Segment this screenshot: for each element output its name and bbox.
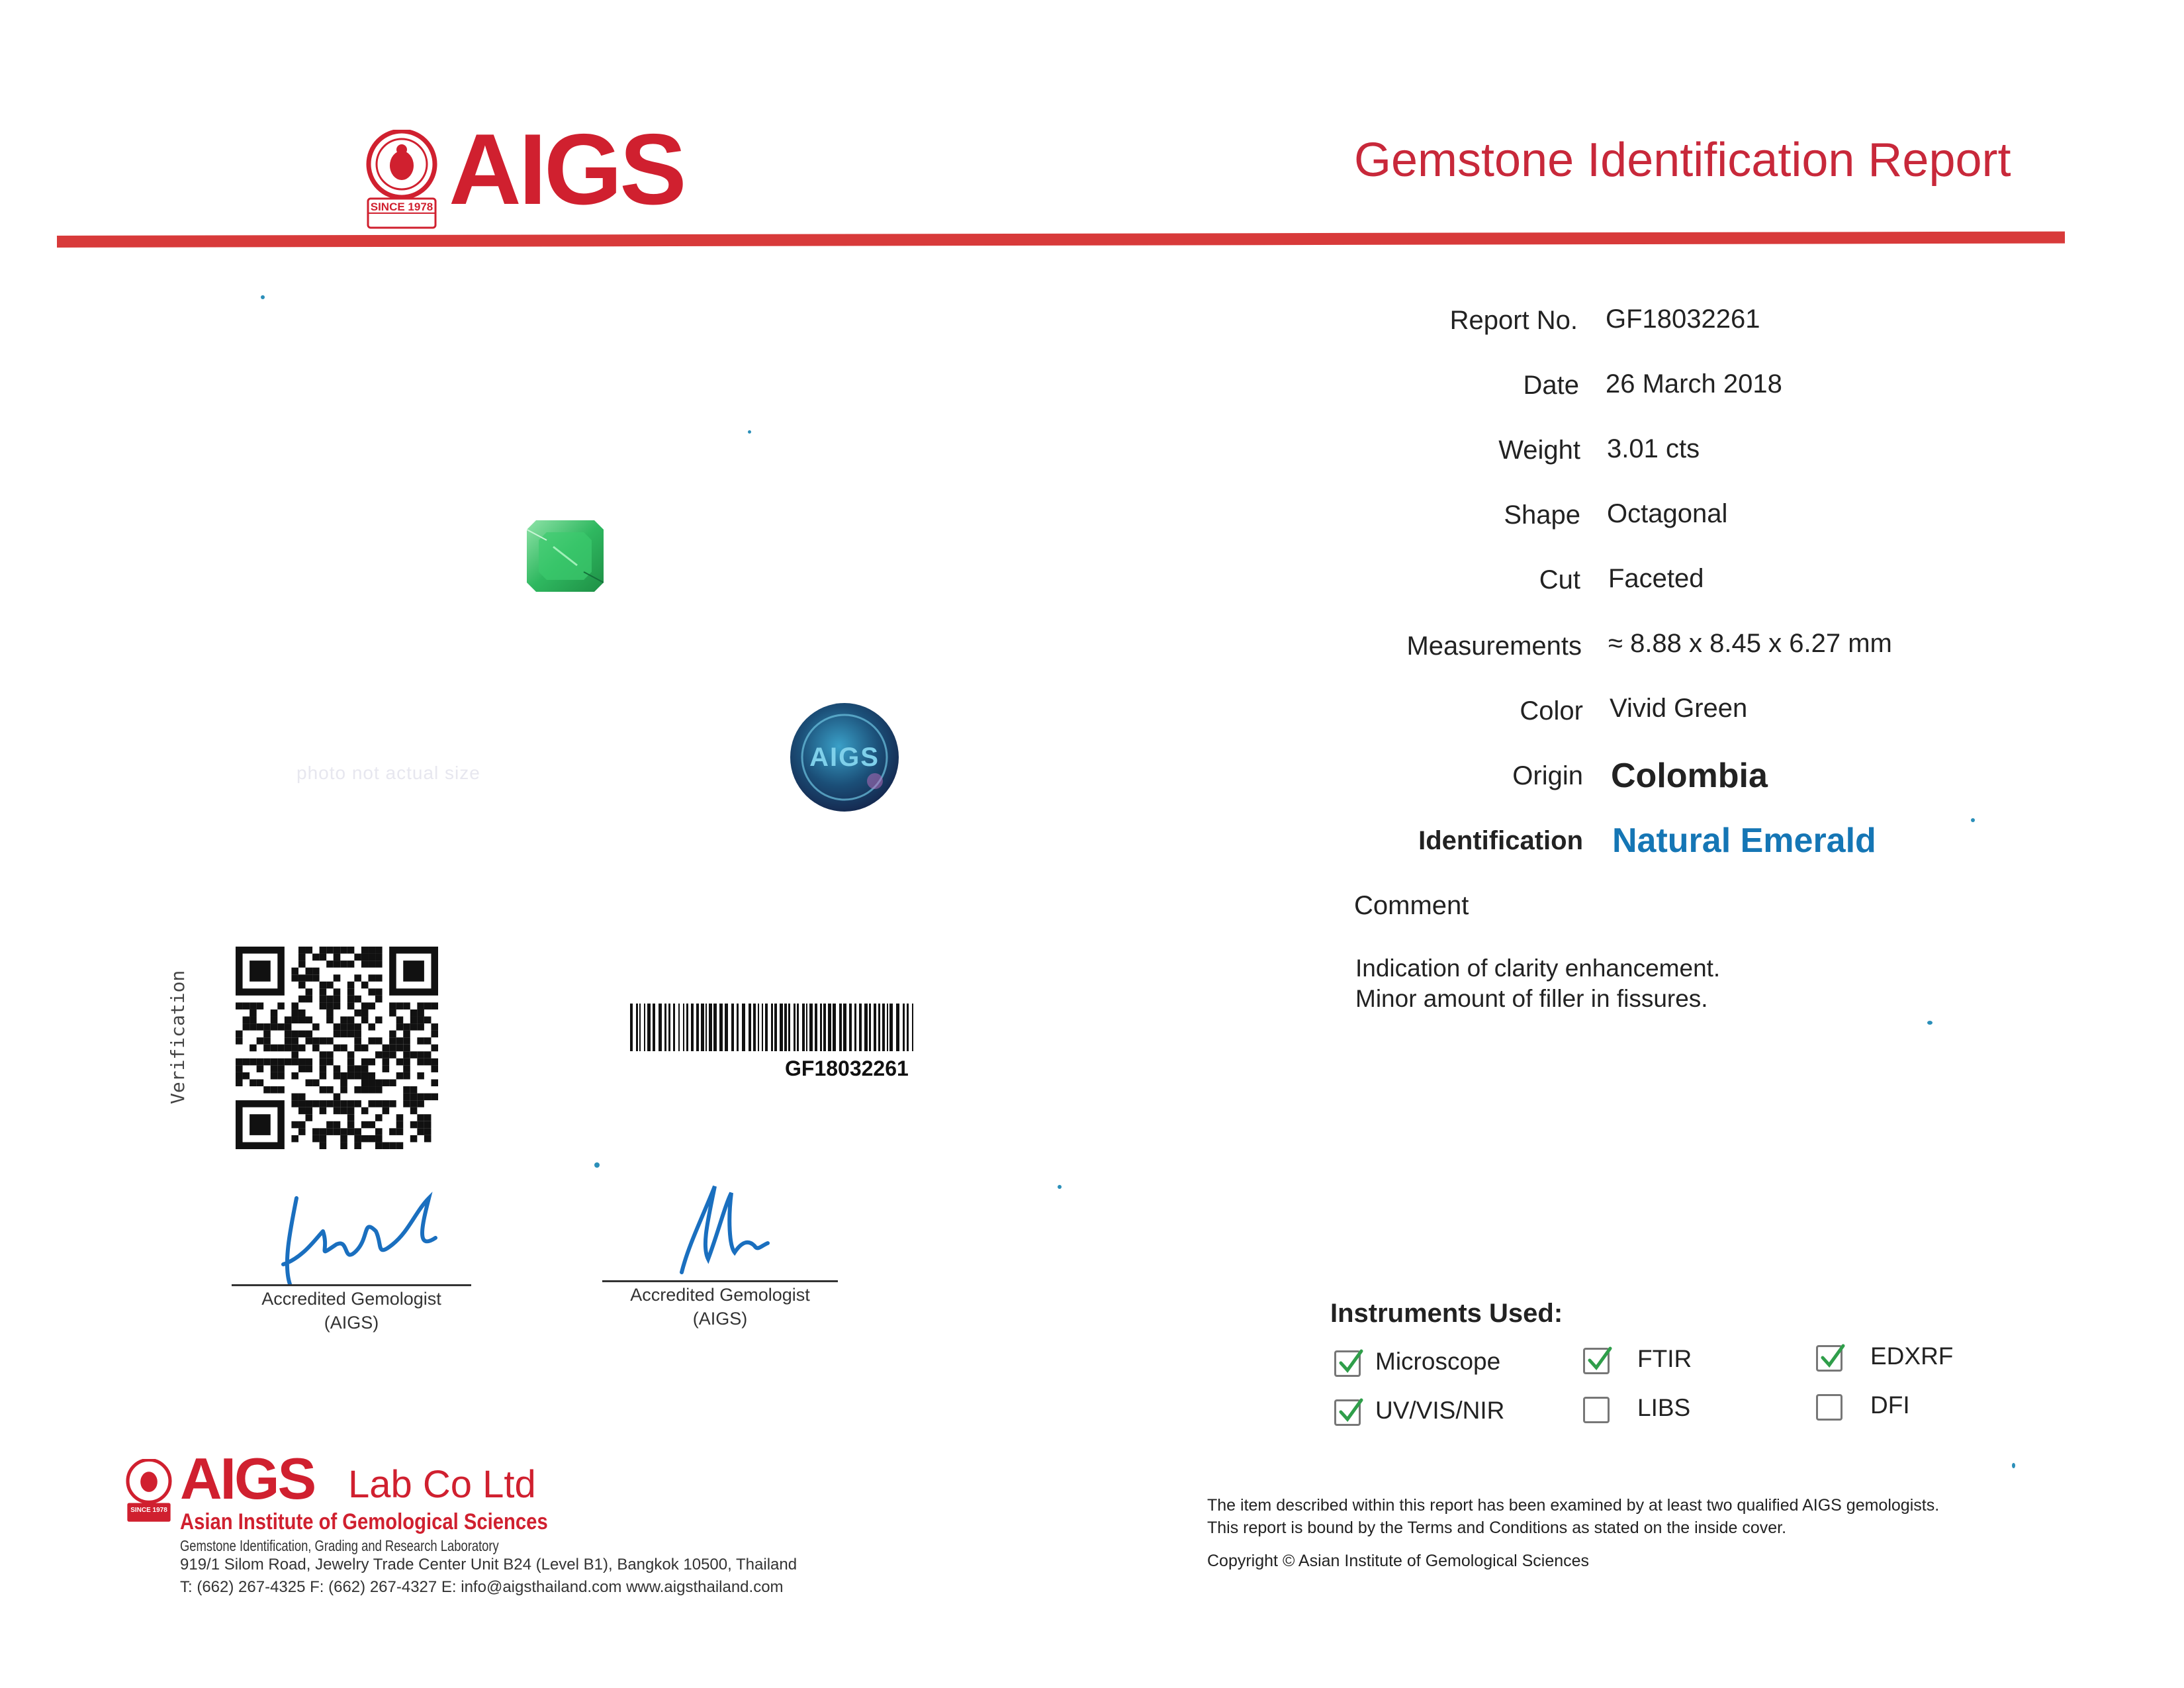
checkbox-microscope[interactable] <box>1334 1350 1361 1377</box>
check-icon <box>1338 1397 1364 1424</box>
instrument-label: UV/VIS/NIR <box>1375 1397 1505 1424</box>
instrument-label: LIBS <box>1637 1394 1691 1421</box>
copyright: Copyright © Asian Institute of Gemological Sciences <box>1207 1552 1590 1570</box>
value-weight: 3.01 cts <box>1607 434 1700 463</box>
value-measurements: ≈ 8.88 x 8.45 x 6.27 mm <box>1608 629 1892 658</box>
disclaimer-line: This report is bound by the Terms and Conditions as stated on the inside cover. <box>1207 1519 1787 1537</box>
check-icon <box>1338 1348 1364 1375</box>
paper-speck <box>1971 818 1975 822</box>
paper-speck <box>594 1162 600 1168</box>
value-origin: Colombia <box>1611 757 1768 795</box>
paper-speck <box>1058 1185 1062 1189</box>
footer-institute: Asian Institute of Gemological Sciences <box>180 1509 548 1534</box>
signature-1 <box>277 1185 442 1294</box>
comment-line: Minor amount of filler in fissures. <box>1355 985 1708 1012</box>
checkbox-edxrf[interactable] <box>1816 1345 1843 1372</box>
paper-speck <box>1927 1021 1933 1025</box>
footer-seal-text: SINCE 1978 <box>130 1507 167 1514</box>
footer-lab-text: Lab Co Ltd <box>348 1463 536 1506</box>
paper-speck <box>261 295 265 299</box>
report-title: Gemstone Identification Report <box>1354 134 2011 187</box>
signature-2 <box>668 1180 774 1282</box>
signature-org: (AIGS) <box>692 1309 748 1329</box>
footer-tagline: Gemstone Identification, Grading and Research Laboratory <box>180 1537 499 1554</box>
verification-qr-code[interactable] <box>236 947 438 1149</box>
verification-label: Verification <box>167 970 189 1104</box>
seal-since-text: SINCE 1978 <box>370 201 433 213</box>
label-identification: Identification <box>1418 826 1583 855</box>
label-date: Date <box>1523 371 1579 400</box>
check-icon <box>1819 1343 1846 1370</box>
footer-address: 919/1 Silom Road, Jewelry Trade Center Unit B24 (Level B1), Bangkok 10500, Thailand <box>180 1556 797 1573</box>
instruments-title: Instruments Used: <box>1330 1299 1563 1328</box>
value-color: Vivid Green <box>1610 694 1748 723</box>
instrument-label: DFI <box>1870 1391 1910 1419</box>
paper-speck <box>748 430 751 434</box>
instrument-label: Microscope <box>1375 1348 1501 1375</box>
comment-line: Indication of clarity enhancement. <box>1355 955 1721 982</box>
label-origin: Origin <box>1512 761 1583 790</box>
comment-label: Comment <box>1354 891 1469 920</box>
check-icon <box>1586 1346 1613 1372</box>
label-measurements: Measurements <box>1406 632 1582 661</box>
signature-line <box>232 1284 471 1286</box>
label-weight: Weight <box>1498 436 1580 465</box>
checkbox-dfi[interactable] <box>1816 1394 1843 1421</box>
instrument-label: EDXRF <box>1870 1342 1954 1370</box>
signature-caption <box>232 1287 471 1335</box>
value-date: 26 March 2018 <box>1606 369 1782 399</box>
report-barcode <box>630 1004 916 1051</box>
barcode-number: GF18032261 <box>785 1056 909 1080</box>
instrument-label: FTIR <box>1637 1345 1692 1372</box>
signature-title: Accredited Gemologist <box>630 1285 810 1305</box>
label-shape: Shape <box>1504 500 1580 530</box>
checkbox-ftir[interactable] <box>1583 1348 1610 1374</box>
label-cut: Cut <box>1539 565 1580 594</box>
checkbox-libs[interactable] <box>1583 1397 1610 1423</box>
hologram-text: AIGS <box>809 743 880 772</box>
signature-line <box>602 1280 838 1282</box>
value-report-no: GF18032261 <box>1606 305 1760 334</box>
signature-caption <box>602 1283 838 1331</box>
photo-note: photo not actual size <box>296 763 480 783</box>
footer-contact: T: (662) 267-4325 F: (662) 267-4327 E: info@aigsthailand.com www.aigsthailand.com <box>180 1578 784 1596</box>
checkbox-uv-vis-nir[interactable] <box>1334 1399 1361 1426</box>
label-report-no: Report No. <box>1449 306 1578 335</box>
value-cut: Faceted <box>1608 564 1704 593</box>
aigs-logo-text: AIGS <box>449 113 684 226</box>
disclaimer-line: The item described within this report has been examined by at least two qualified AIGS gemologists. <box>1207 1496 1940 1515</box>
gemstone-photo <box>527 520 604 592</box>
paper-speck <box>2012 1463 2015 1468</box>
footer-logo-text: AIGS <box>180 1446 315 1511</box>
signature-title: Accredited Gemologist <box>261 1289 441 1309</box>
field-values <box>1606 0 2135 1688</box>
value-shape: Octagonal <box>1607 499 1728 528</box>
signature-org: (AIGS) <box>324 1313 379 1333</box>
label-color: Color <box>1520 696 1583 726</box>
value-identification: Natural Emerald <box>1612 821 1876 860</box>
field-labels <box>1324 0 1583 1688</box>
